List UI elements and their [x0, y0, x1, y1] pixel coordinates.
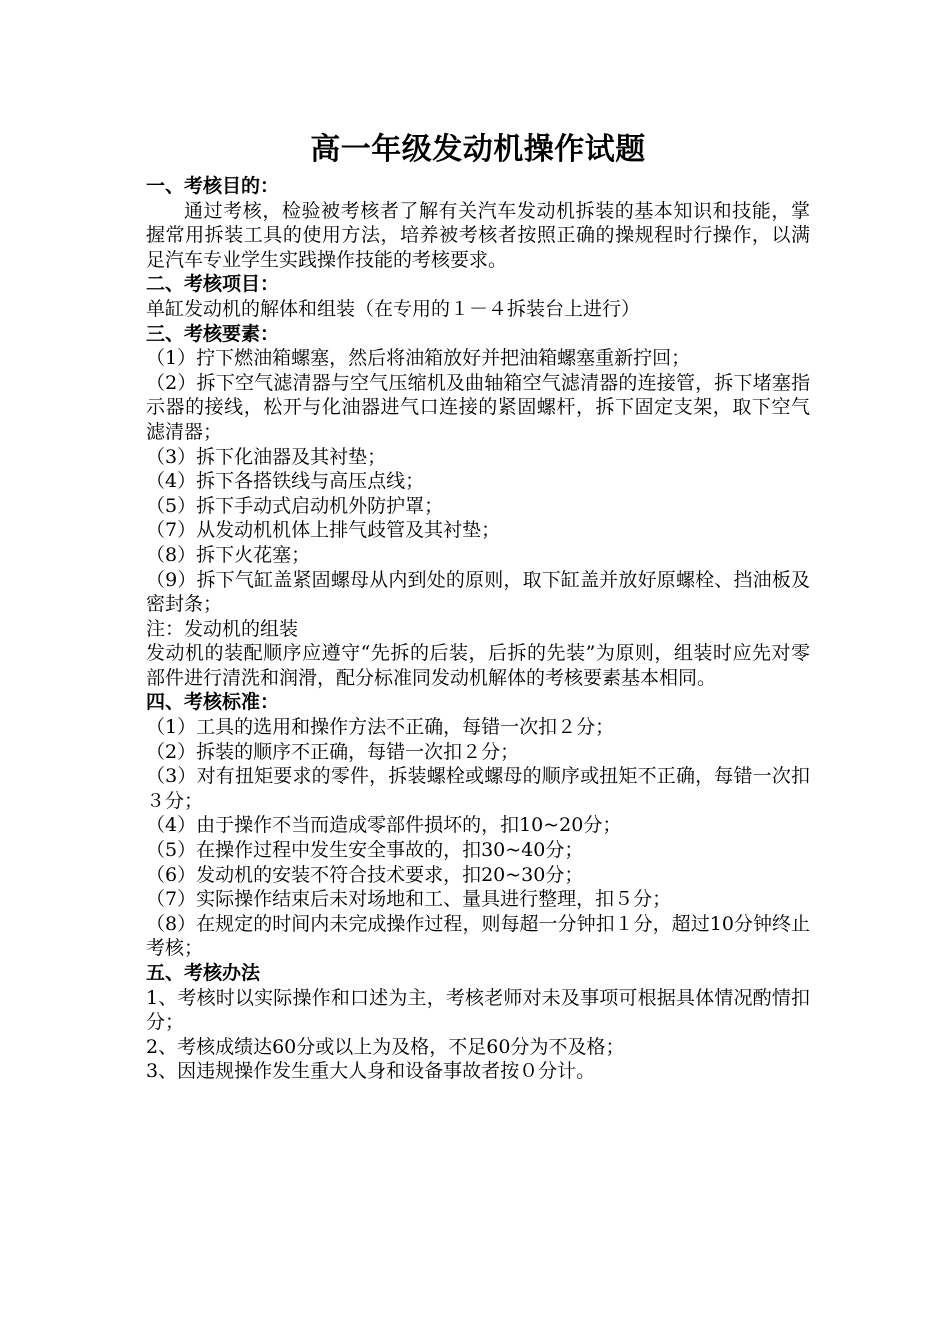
list-item: （4）由于操作不当而造成零部件损坏的，扣10~20分； — [146, 814, 622, 837]
section-standards — [146, 690, 810, 961]
section-heading: 三、考核要素： — [146, 322, 280, 345]
section-heading: 五、考核办法 — [146, 962, 261, 984]
list-item: （3）拆下化油器及其衬垫； — [146, 445, 387, 468]
list-item: （3）对有扭矩要求的零件，拆装螺栓或螺母的顺序或扭矩不正确，每错一次扣３分； — [146, 765, 810, 812]
list-item: （7）实际操作结束后未对场地和工、量具进行整理，扣５分； — [146, 888, 672, 911]
document-page — [146, 128, 810, 1084]
section-heading: 一、考核目的： — [146, 175, 280, 197]
list-item: （2）拆下空气滤清器与空气压缩机及曲轴箱空气滤清器的连接管，拆下堵塞指示器的接线，松开与化油器进气口连接的紧固螺杆，拆下固定支架，取下空气滤清器； — [146, 371, 810, 443]
section-purpose — [146, 174, 810, 272]
document-title: 高一年级发动机操作试题 — [310, 132, 646, 167]
paragraph: 单缸发动机的解体和组装（在专用的１－４拆装台上进行） — [146, 297, 641, 320]
section-project — [146, 272, 810, 321]
list-item: （9）拆下气缸盖紧固螺母从内到处的原则，取下缸盖并放好原螺栓、挡油板及密封条； — [146, 568, 810, 616]
list-item: （8）在规定的时间内未完成操作过程，则每超一分钟扣１分，超过10分钟终止考核； — [146, 912, 810, 960]
list-item: （5）拆下手动式启动机外防护罩； — [146, 494, 444, 517]
section-elements — [146, 322, 810, 691]
list-item: 1、考核时以实际操作和口述为主，考核老师对未及事项可根据具体情况酌情扣分； — [146, 986, 810, 1034]
list-item: （4）拆下各搭铁线与高压点线； — [146, 470, 425, 493]
list-item: （8）拆下火花塞； — [146, 543, 311, 566]
list-item: （6）发动机的安装不符合技术要求，扣20~30分； — [146, 863, 584, 886]
list-item: （1）拧下燃油箱螺塞，然后将油箱放好并把油箱螺塞重新拧回； — [146, 347, 691, 370]
note-label: 注：发动机的组装 — [146, 617, 299, 640]
list-item: 2、考核成绩达60分或以上为及格，不足60分为不及格； — [146, 1035, 625, 1058]
list-item: （2）拆装的顺序不正确，每错一次扣２分； — [146, 740, 520, 763]
paragraph: 通过考核，检验被考核者了解有关汽车发动机拆装的基本知识和技能，掌握常用拆装工具的使用方法，培养被考核者按照正确的操规程时行操作，以满足汽车专业学生实践操作技能的考核要求。 — [146, 199, 810, 271]
list-item: 3、因违规操作发生重大人身和设备事故者按０分计。 — [146, 1060, 596, 1083]
section-methods — [146, 961, 810, 1084]
paragraph: 发动机的装配顺序应遵守“先拆的后装，后拆的先装”为原则，组装时应先对零部件进行清洗和润滑，配分标准同发动机解体的考核要素基本相同。 — [146, 642, 810, 689]
list-item: （1）工具的选用和操作方法不正确，每错一次扣２分； — [146, 716, 615, 739]
section-heading: 二、考核项目： — [146, 273, 280, 296]
list-item: （7）从发动机机体上排气歧管及其衬垫； — [146, 519, 501, 542]
section-heading: 四、考核标准： — [146, 691, 280, 714]
list-item: （5）在操作过程中发生安全事故的，扣30~40分； — [146, 839, 584, 862]
